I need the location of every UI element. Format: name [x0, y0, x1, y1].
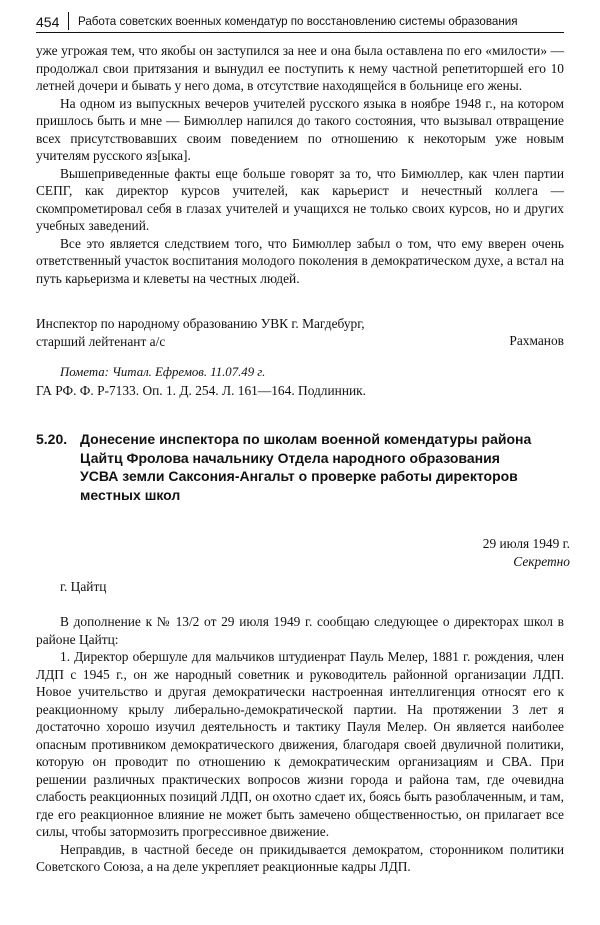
signature-block [36, 315, 564, 350]
paragraph: Вышеприведенные факты еще больше говорят за то, что Бимюллер, как член партии СЕПГ, как директор курсов учителей, как карьерист и нечестный коллега — скомпрометировал себя в глазах учителей и учащихся не только своих курсов, но и других учебных заведений. [36, 165, 564, 233]
document-number: 5.20. [36, 431, 68, 447]
document-title: Донесение инспектора по школам военной комендатуры района Цайтц Фролова начальнику Отдела народного образования УСВА земли Саксония-Ангальт о проверке работы директоров местных школ [80, 431, 532, 503]
archive-reference: ГА РФ. Ф. Р-7133. Оп. 1. Д. 254. Л. 161—164. Подлинник. [36, 383, 367, 398]
signature-title: Инспектор по народному образованию УВК г. Магдебург, [36, 316, 365, 331]
classification-label: Секретно [513, 553, 570, 569]
signature-rank: старший лейтенант а/с [36, 333, 166, 349]
header-divider [68, 12, 69, 30]
document-place: г. Цайтц [60, 579, 107, 594]
text-block-continuation [36, 42, 564, 287]
text-block-report [36, 613, 564, 876]
document-heading [36, 430, 536, 504]
paragraph: 1. Директор обершуле для мальчиков штудиенрат Пауль Мелер, 1881 г. рождения, член ЛДП с 1945 г., он же народный советник и руководитель районной организации ЛДП. Новое учительство и другая демократически настроенная интеллигенция относят его к реакционному крылу либерально-демократической партии. На протяжении 3 лет я достаточно хорошо изучил деятельность и тактику Пауля Мелер. Он является наиболее опасным противником демократического движения, благодаря своей двуличной политики, которую он проводит по отношению к демократическим организациям и СВА. При решении различных практических вопросов жизни города и района там, где очевидна слабость реакционных позиций ЛДП, он охотно сдает их, боясь быть разоблаченным, и там, где его реакционное влияние не может быть замечено общественностью, он прилагает все силы, чтобы затормозить прогрессивное движение. [36, 649, 564, 839]
paragraph: В дополнение к № 13/2 от 29 июля 1949 г. сообщаю следующее о директорах школ в районе Цайтц: [36, 614, 564, 647]
paragraph: Все это является следствием того, что Бимюллер забыл о том, что ему вверен очень ответственный участок воспитания молодого поколения в демократическом духе, а встал на путь карьеризма и клеветы на честных людей. [36, 235, 564, 286]
paragraph: уже угрожая тем, что якобы он заступился за нее и она была оставлена по его «милости» — продолжал свои притязания и вынудил ее поступить к нему частной репетиторшей его 10 летней дочери и бывать у него дома, в отсутствие находящейся в больнице его жены. [36, 43, 564, 93]
page-header [36, 10, 564, 33]
page-number: 454 [36, 14, 60, 30]
running-title: Работа советских военных комендатур по восстановлению системы образования [78, 15, 518, 28]
signature-name: Рахманов [509, 333, 564, 348]
annotation-note: Помета: Читал. Ефремов. 11.07.49 г. [60, 365, 266, 379]
document-dateline [483, 535, 570, 570]
paragraph: Неправдив, в частной беседе он прикидывается демократом, сторонником политики Советского Союза, а на деле укрепляет реакционные кадры ЛДП. [36, 841, 564, 874]
paragraph: На одном из выпускных вечеров учителей русского языка в ноябре 1948 г., на котором пришлось быть и мне — Бимюллер напился до такого состояния, что вызывал отвращение всех присутствовавших своим поведением по отношению к некоторым уже новым учителям русского яз[ыка]. [36, 95, 564, 163]
document-date: 29 июля 1949 г. [482, 536, 570, 551]
